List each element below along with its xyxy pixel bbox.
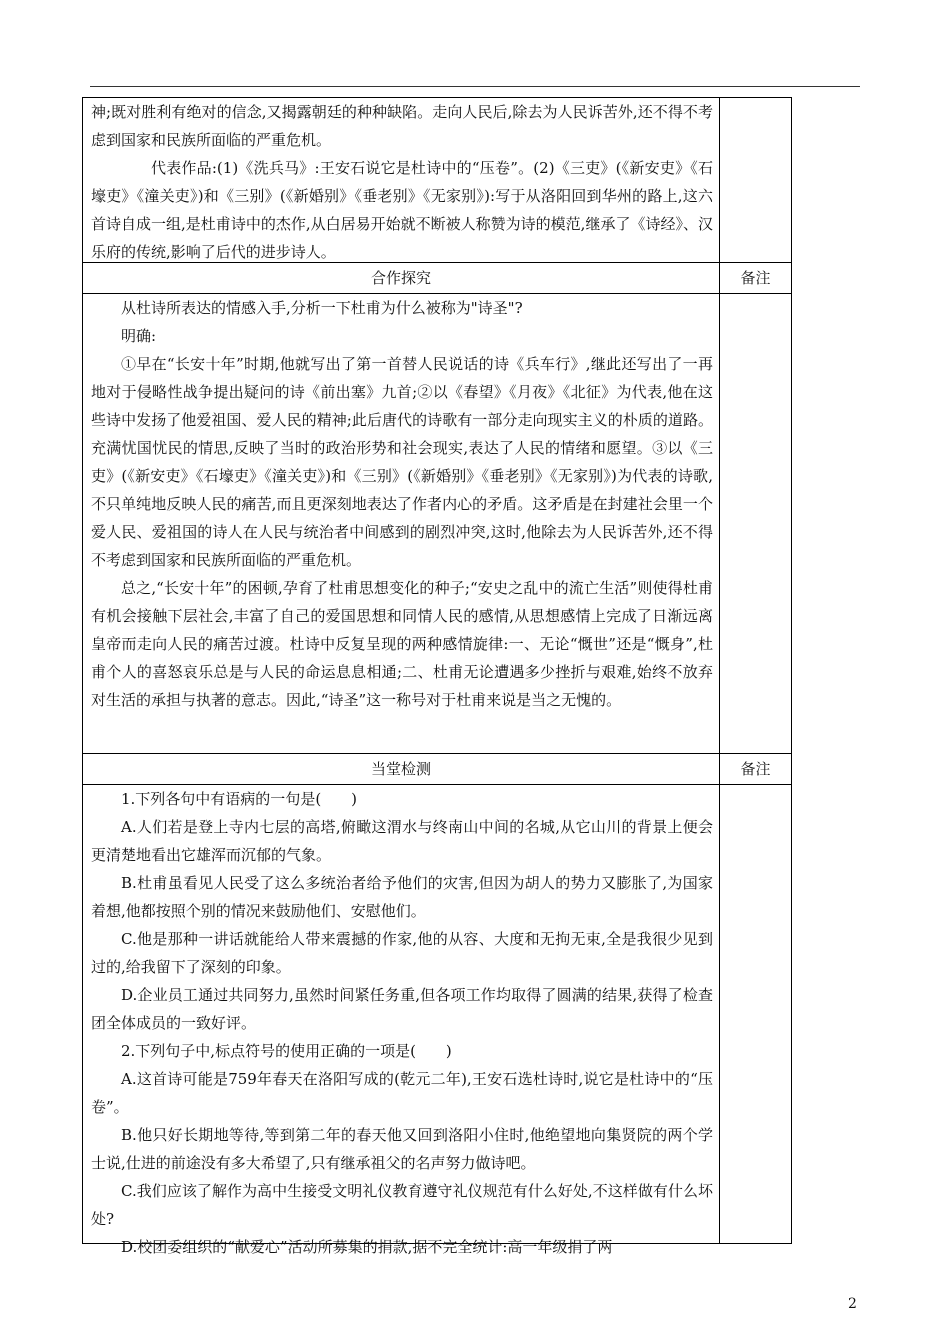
cooperate-paragraph-1: ①早在“长安十年”时期,他就写出了第一首替人民说话的诗《兵车行》,继此还写出了一再地对于侵略性战争提出疑问的诗《前出塞》九首;②以《春望》《月夜》《北征》为代表,他在这些诗中发扬了他爱祖国、爱人民的精神;此后唐代的诗歌有一部分走向现实主义的朴质的道路。充满忧国忧民的情思,反映了当时的政治形势和社会现实,表达了人民的情绪和愿望。③以《三吏》(《新安吏》《石壕吏》《潼关吏》)和《三别》(《新婚别》《垂老别》《无家别》)为代表的诗歌,不只单纯地反映人民的痛苦,而且更深刻地表达了作者内心的矛盾。这矛盾是在封建社会里一个爱人民、爱祖国的诗人在人民与统治者中间感到的剧烈冲突,这时,他除去为人民诉苦外,还不得不考虑到国家和民族所面临的严重危机。	[91, 355, 713, 569]
question-2-option-b: B.他只好长期地等待,等到第二年的春天他又回到洛阳小住时,他绝望地向集贤院的两个学士说,仕进的前途没有多大希望了,只有继承祖父的名声努力做诗吧。	[91, 1126, 713, 1172]
intro-row	[83, 98, 792, 263]
header-rule	[90, 86, 860, 87]
cooperate-note-label: 备注	[720, 263, 792, 294]
lesson-table	[82, 97, 792, 1256]
cooperate-title: 合作探究	[83, 263, 720, 294]
intro-note-cell	[720, 98, 792, 263]
test-title: 当堂检测	[83, 754, 720, 785]
cooperate-body-row	[83, 294, 792, 754]
question-1-option-b: B.杜甫虽看见人民受了这么多统治者给予他们的灾害,但因为胡人的势力又膨胀了,为国家着想,他都按照个别的情况来鼓励他们、安慰他们。	[91, 874, 713, 920]
cooperate-paragraph-2: 总之,“长安十年”的困顿,孕育了杜甫思想变化的种子;“安史之乱中的流亡生活”则使得杜甫有机会接触下层社会,丰富了自己的爱国思想和同情人民的感情,从思想感情上完成了日渐远离皇帝而走向人民的痛苦过渡。杜诗中反复呈现的两种感情旋律:一、无论“慨世”还是“慨身”,杜甫个人的喜怒哀乐总是与人民的命运息息相通;二、杜甫无论遭遇多少挫折与艰难,始终不放弃对生活的承担与执著的意志。因此,“诗圣”这一称号对于杜甫来说是当之无愧的。	[91, 579, 713, 709]
test-note-cell	[720, 785, 792, 1244]
cooperate-clarify-label: 明确:	[121, 327, 157, 345]
question-1: 1.下列各句中有语病的一句是( )	[121, 790, 358, 808]
test-note-label: 备注	[720, 754, 792, 785]
question-2-option-a: A.这首诗可能是759年春天在洛阳写成的(乾元二年),王安石选杜诗时,说它是杜诗中的“压卷”。	[91, 1070, 713, 1116]
intro-paragraph-1: 神;既对胜利有绝对的信念,又揭露朝廷的种种缺陷。走向人民后,除去为人民诉苦外,还不得不考虑到国家和民族所面临的严重危机。	[91, 103, 713, 149]
test-body-row	[83, 785, 792, 1244]
question-2-option-c: C.我们应该了解作为高中生接受文明礼仪教育遵守礼仪规范有什么好处,不这样做有什么坏处?	[91, 1182, 713, 1228]
question-2-option-d: D.校团委组织的“献爱心”活动所募集的捐款,据不完全统计:高一年级捐了两	[121, 1238, 613, 1256]
question-1-option-d: D.企业员工通过共同努力,虽然时间紧任务重,但各项工作均取得了圆满的结果,获得了检查团全体成员的一致好评。	[91, 986, 713, 1032]
question-1-option-c: C.他是那种一讲话就能给人带来震撼的作家,他的从容、大度和无拘无束,全是我很少见到过的,给我留下了深刻的印象。	[91, 930, 713, 976]
test-body-cell	[83, 785, 720, 1256]
cooperate-body-cell	[83, 294, 720, 754]
question-2: 2.下列句子中,标点符号的使用正确的一项是( )	[121, 1042, 452, 1060]
cooperate-question: 从杜诗所表达的情感入手,分析一下杜甫为什么被称为"诗圣"?	[121, 299, 523, 317]
intro-cell	[83, 98, 720, 263]
cooperate-header-row	[83, 263, 792, 294]
cooperate-note-cell	[720, 294, 792, 754]
test-header-row	[83, 754, 792, 785]
question-1-option-a: A.人们若是登上寺内七层的高塔,俯瞰这渭水与终南山中间的名城,从它山川的背景上便会更清楚地看出它雄浑而沉郁的气象。	[91, 818, 713, 864]
page-number: 2	[848, 1296, 857, 1312]
intro-paragraph-2: 代表作品:(1)《洗兵马》:王安石说它是杜诗中的“压卷”。(2)《三吏》(《新安吏》《石壕吏》《潼关吏》)和《三别》(《新婚别》《垂老别》《无家别》):写于从洛阳回到华州的路上,这六首诗自成一组,是杜甫诗中的杰作,从白居易开始就不断被人称赞为诗的模范,继承了《诗经》、汉乐府的传统,影响了后代的进步诗人。	[91, 159, 713, 261]
